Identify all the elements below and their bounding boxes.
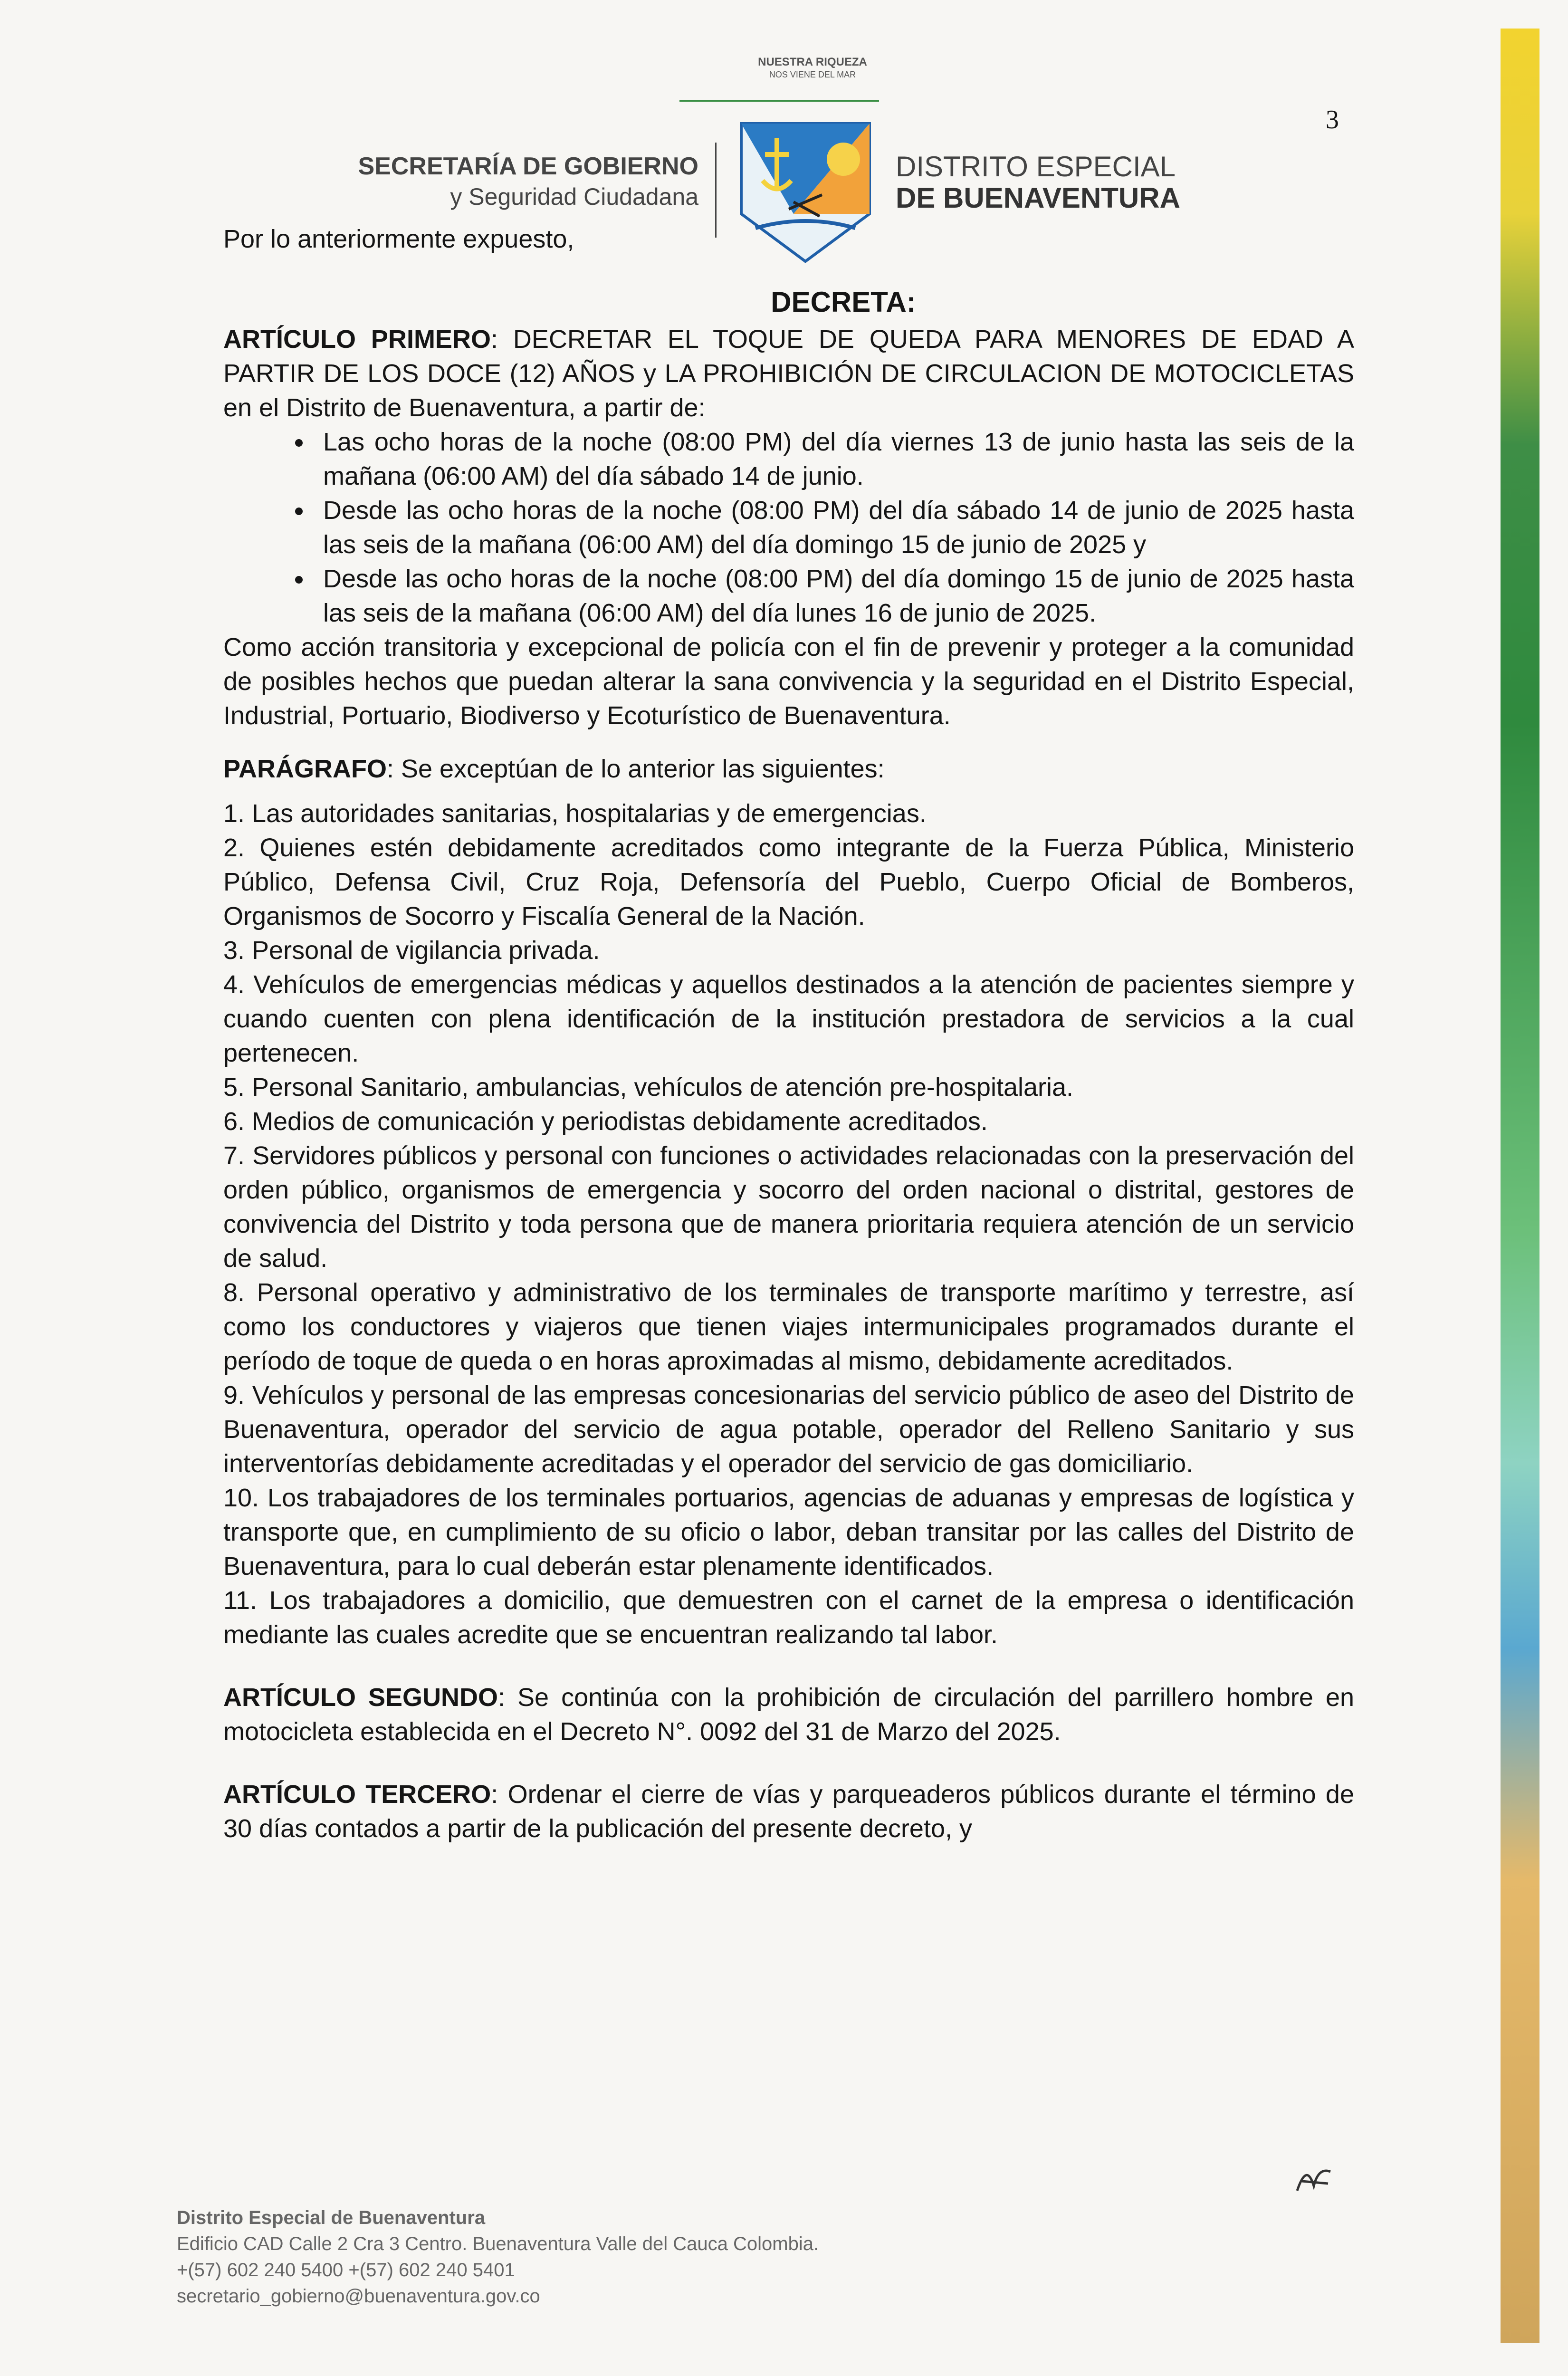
motto [741,56,884,81]
footer-email: secretario_gobierno@buenaventura.gov.co [177,2286,540,2307]
paragrafo-label: PARÁGRAFO [223,755,387,783]
list-item: 3. Personal de vigilancia privada. [223,936,600,965]
list-item: 8. Personal operativo y administrativo de los terminales de transporte marítimo y terrestre, así como los conductores y viajeros que tienen viajes intermunicipales programados durante el período de toque de queda o en horas aproximadas al mismo, debidamente acreditados. [223,1278,1354,1375]
list-item: 2. Quienes estén debidamente acreditados como integrante de la Fuerza Pública, Ministerio Público, Defensa Civil, Cruz Roja, Defensoría del Pueblo, Cuerpo Oficial de Bomberos, Organismos de Socorro y Fiscalía General de la Nación. [223,834,1354,930]
list-item: • Las ocho horas de la noche (08:00 PM) del día viernes 13 de junio hasta las seis de la mañana (06:00 AM) del día sábado 14 de junio. [314,425,1354,493]
list-item: 1. Las autoridades sanitarias, hospitalarias y de emergencias. [223,799,927,828]
articulo-segundo [223,1680,1354,1749]
list-item: • Desde las ocho horas de la noche (08:00 PM) del día domingo 15 de junio de 2025 hasta las seis de la mañana (06:00 AM) del día lunes 16 de junio de 2025. [314,562,1354,630]
spacer [223,1652,1354,1680]
motto-line-2: NOS VIENE DEL MAR [769,70,856,79]
list-item: • Desde las ocho horas de la noche (08:00 PM) del día sábado 14 de junio de 2025 hasta las seis de la mañana (06:00 AM) del día domingo 15 de junio de 2025 y [314,493,1354,562]
articulo-tercero-text: : Ordenar el cierre de vías y parqueaderos públicos durante el término de 30 días contados a partir de la publicación del presente decreto, y [223,1780,1354,1843]
list-item: 10. Los trabajadores de los terminales portuarios, agencias de aduanas y empresas de logística y transporte que, en cumplimiento de su oficio o labor, deban transitar por las calles del Distrito de Buenaventura, para lo cual deberán estar plenamente identificados. [223,1484,1354,1581]
motto-underline [679,100,879,102]
spacer [223,1749,1354,1777]
articulo-primero-text: : DECRETAR EL TOQUE DE QUEDA PARA MENORES DE EDAD A PARTIR DE LOS DOCE (12) AÑOS y LA PROHIBICIÓN DE CIRCULACION DE MOTOCICLETAS en el Distrito de Buenaventura, a partir de: [223,325,1354,422]
list-item: 11. Los trabajadores a domicilio, que demuestren con el carnet de la empresa o identificación mediante las cuales acredite que se encuentran realizando tal labor. [223,1586,1354,1649]
articulo-segundo-label: ARTÍCULO SEGUNDO [223,1683,498,1712]
articulo-primero-label: ARTÍCULO PRIMERO [223,325,491,354]
secretaria-title: SECRETARÍA DE GOBIERNO [358,153,698,180]
paragrafo [223,752,1354,786]
header-divider [715,143,717,238]
distrito-title: DISTRITO ESPECIAL [896,151,1176,182]
decorative-color-stripe [1501,29,1539,2343]
district-shield-logo [736,119,874,266]
list-item: 5. Personal Sanitario, ambulancias, vehículos de atención pre-hospitalaria. [223,1073,1074,1102]
footer-address: Edificio CAD Calle 2 Cra 3 Centro. Buenaventura Valle del Cauca Colombia. [177,2233,819,2254]
distrito-subtitle: DE BUENAVENTURA [896,182,1180,214]
list-item: 9. Vehículos y personal de las empresas concesionarias del servicio público de aseo del Distrito de Buenaventura, operador del servicio de agua potable, operador del Relleno Sanitario y sus interventorías debidamente acreditadas y el operador del servicio de gas domiciliario. [223,1381,1354,1478]
secretaria-subtitle: y Seguridad Ciudadana [450,183,698,210]
footer-name: Distrito Especial de Buenaventura [177,2207,486,2228]
articulo-tercero [223,1777,1354,1846]
document-body [223,285,1354,1846]
paragrafo-text: : Se exceptúan de lo anterior las siguientes: [387,755,885,783]
articulo-segundo-text: : Se continúa con la prohibición de circulación del parrillero hombre en motocicleta establecida en el Decreto N°. 0092 del 31 de Marzo del 2025. [223,1683,1355,1746]
decreta-heading: DECRETA: [771,286,916,318]
articulo-primero [223,322,1354,425]
motto-line-1: NUESTRA RIQUEZA [758,56,867,68]
articulo-primero-closing: Como acción transitoria y excepcional de policía con el fin de prevenir y proteger a la comunidad de posibles hechos que puedan alterar la sana convivencia y la seguridad en el Distrito Especial, Industrial, Portuario, Biodiverso y Ecoturístico de Buenaventura. [223,633,1354,730]
signature-mark [1292,2157,1335,2200]
articulo-tercero-label: ARTÍCULO TERCERO [223,1780,491,1809]
articulo-primero-bullets [223,425,1354,630]
list-item: 6. Medios de comunicación y periodistas debidamente acreditados. [223,1107,988,1136]
list-item: 4. Vehículos de emergencias médicas y aquellos destinados a la atención de pacientes siempre y cuando cuenten con plena identificación de la institución prestadora de servicios a la cual pertenecen. [223,970,1354,1067]
footer-phones: +(57) 602 240 5400 +(57) 602 240 5401 [177,2260,515,2280]
footer [177,2205,819,2309]
page-number: 3 [1326,105,1339,134]
list-item: 7. Servidores públicos y personal con funciones o actividades relacionadas con la preservación del orden público, organismos de emergencia y socorro del orden nacional o distrital, gestores de convivencia del Distrito y toda persona que de manera prioritaria requiera atención de un servicio de salud. [223,1141,1354,1273]
intro-text: Por lo anteriormente expuesto, [223,225,574,253]
